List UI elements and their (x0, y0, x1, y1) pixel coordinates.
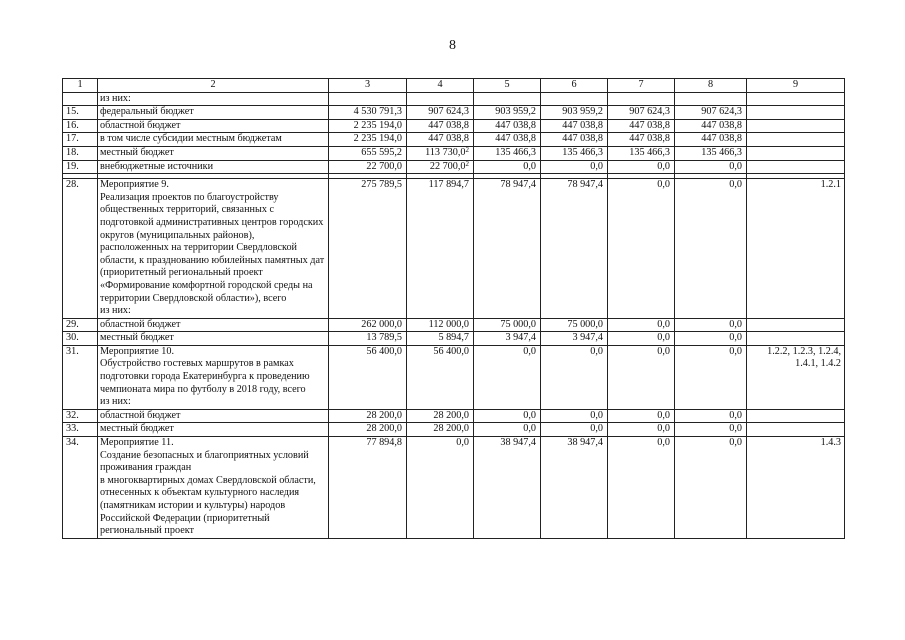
value-cell (474, 133, 541, 147)
value-cell-text: 0,0 (590, 345, 603, 357)
row-number-text: 17. (66, 133, 79, 145)
row-name (98, 106, 329, 120)
row-number-text: 33. (66, 423, 79, 435)
value-cell-text: 28 200,0 (366, 423, 402, 435)
value-cell (407, 179, 474, 319)
table-row (63, 332, 845, 346)
header-cell: 8 (675, 79, 747, 93)
row-number (63, 133, 98, 147)
value-cell-text: 135 466,3 (629, 146, 670, 158)
value-cell-text: 28 200,0 (433, 423, 469, 435)
row-number (63, 106, 98, 120)
target-indicator-cell (747, 119, 845, 133)
value-cell-text: 75 000,0 (567, 318, 603, 330)
value-cell (675, 146, 747, 160)
row-number-text: 30. (66, 332, 79, 344)
row-number (63, 92, 98, 106)
value-cell-text: 28 200,0 (366, 409, 402, 421)
row-number-text: 29. (66, 318, 79, 330)
value-cell (474, 437, 541, 539)
value-cell-text: 0,0 (657, 437, 670, 449)
value-cell (407, 119, 474, 133)
value-cell (608, 119, 675, 133)
value-cell (407, 332, 474, 346)
value-cell-text: 0,0 (729, 423, 742, 435)
header-cell: 6 (541, 79, 608, 93)
value-cell (675, 106, 747, 120)
value-cell (675, 332, 747, 346)
value-cell-text: 907 624,3 (701, 106, 742, 118)
value-cell-text: 0,0 (590, 423, 603, 435)
value-cell (407, 318, 474, 332)
value-cell-text: 0,0 (657, 423, 670, 435)
header-row (63, 79, 845, 93)
row-name-text: областной бюджет (100, 318, 181, 330)
value-cell-text: 0,0 (729, 409, 742, 421)
row-number-text: 28. (66, 179, 79, 191)
value-cell (329, 345, 407, 409)
value-cell-text: 275 789,5 (361, 179, 402, 191)
value-cell-text: 447 038,8 (428, 119, 469, 131)
row-number-text: 31. (66, 345, 79, 357)
value-cell-text: 0,0 (657, 179, 670, 191)
value-cell (675, 318, 747, 332)
value-cell (608, 160, 675, 174)
value-cell-text: 447 038,8 (629, 119, 670, 131)
value-cell (474, 160, 541, 174)
page-number: 8 (449, 38, 456, 53)
value-cell (329, 119, 407, 133)
row-name-text: местный бюджет (100, 423, 174, 435)
value-cell-text: 907 624,3 (428, 106, 469, 118)
value-cell-text: 2 235 194,0 (353, 119, 402, 131)
value-cell (675, 345, 747, 409)
row-name-text: из них: (100, 92, 131, 104)
value-cell-text: 38 947,4 (567, 437, 603, 449)
value-cell (675, 133, 747, 147)
value-cell (541, 332, 608, 346)
row-name (98, 437, 329, 539)
target-indicator-cell (747, 437, 845, 539)
header-cell: 3 (329, 79, 407, 93)
row-name-text: федеральный бюджет (100, 106, 194, 118)
value-cell-text: 0,0 (729, 160, 742, 172)
target-indicator-cell (747, 318, 845, 332)
value-cell-text: 0,0 (657, 409, 670, 421)
row-name (98, 146, 329, 160)
table-row (63, 179, 845, 319)
target-indicator-cell (747, 409, 845, 423)
value-cell (675, 119, 747, 133)
row-name (98, 92, 329, 106)
value-cell (608, 409, 675, 423)
value-cell-text: 907 624,3 (629, 106, 670, 118)
target-indicator-cell (747, 179, 845, 319)
target-indicator-cell (747, 160, 845, 174)
target-indicator-cell (747, 345, 845, 409)
row-name-text: в том числе субсидии местным бюджетам (100, 133, 282, 145)
value-cell (608, 179, 675, 319)
value-cell-text: 3 947,4 (505, 332, 536, 344)
target-indicator-cell (747, 106, 845, 120)
row-number-text: 34. (66, 437, 79, 449)
row-number (63, 332, 98, 346)
header-cell: 1 (63, 79, 98, 93)
row-number (63, 119, 98, 133)
header-cell: 2 (98, 79, 329, 93)
value-cell (474, 92, 541, 106)
row-name-text: местный бюджет (100, 146, 174, 158)
value-cell (474, 106, 541, 120)
target-indicator-cell-text: 1.2.1 (820, 179, 841, 191)
value-cell-text: 0,0 (657, 345, 670, 357)
value-cell (541, 119, 608, 133)
value-cell (474, 409, 541, 423)
row-name (98, 318, 329, 332)
row-name-text: внебюджетные источники (100, 160, 214, 172)
value-cell-text: 56 400,0 (433, 345, 469, 357)
value-cell (541, 133, 608, 147)
value-cell-text: 262 000,0 (361, 318, 402, 330)
row-name (98, 179, 329, 319)
value-cell-text: 5 894,7 (438, 332, 469, 344)
value-cell (407, 345, 474, 409)
value-cell (474, 423, 541, 437)
row-name-text: местный бюджет (100, 332, 174, 344)
value-cell-text: 903 959,2 (495, 106, 536, 118)
value-cell-text: 135 466,3 (562, 146, 603, 158)
value-cell-text: 22 700,0 (429, 160, 466, 172)
value-cell (329, 318, 407, 332)
value-cell-text: 13 789,5 (366, 332, 402, 344)
target-indicator-cell-text: 1.2.2, 1.2.3, 1.2.4, 1.4.1, 1.4.2 (767, 345, 841, 370)
value-cell-text: 2 235 194,0 (353, 133, 402, 145)
value-cell (474, 332, 541, 346)
value-cell-text: 447 038,8 (701, 119, 742, 131)
value-cell (541, 106, 608, 120)
value-cell (474, 345, 541, 409)
value-cell-text: 78 947,4 (500, 179, 536, 191)
table-row (63, 437, 845, 539)
table-row (63, 106, 845, 120)
value-cell-text: 38 947,4 (500, 437, 536, 449)
table-row (63, 409, 845, 423)
value-cell (329, 106, 407, 120)
value-cell (474, 119, 541, 133)
row-number-text: 15. (66, 106, 79, 118)
value-cell (608, 92, 675, 106)
value-cell (329, 146, 407, 160)
value-cell-text: 447 038,8 (495, 133, 536, 145)
row-name (98, 409, 329, 423)
row-name (98, 160, 329, 174)
header-cell: 9 (747, 79, 845, 93)
header-cell: 7 (608, 79, 675, 93)
value-cell-text: 0,0 (729, 345, 742, 357)
value-cell-text: 112 000,0 (428, 318, 469, 330)
value-cell (474, 146, 541, 160)
row-name-text: Мероприятие 11. Создание безопасных и благоприятных условий проживания граждан в многоквартирных домах Свердловской области, отнесенных к объектам культурного наследия (памятникам истории и культуры) народов Российской Федерации (приоритетный региональный проект (100, 437, 316, 537)
value-cell (541, 160, 608, 174)
value-cell-text: 0,0 (456, 437, 469, 449)
row-name (98, 119, 329, 133)
row-name-text: Мероприятие 9. Реализация проектов по благоустройству общественных территорий, связанных с подготовкой административных центров городских округов (муниципальных районов), расположенных на территории Свердловской области, к празднованию юбилейных памятных дат (приоритетный региональный проект «Формирование комфортной городской среды на территории Свердловской области»), всего из них: (100, 179, 325, 317)
value-cell-text: 0,0 (729, 179, 742, 191)
target-indicator-cell (747, 92, 845, 106)
table-row (63, 345, 845, 409)
row-name (98, 345, 329, 409)
value-cell (407, 146, 474, 160)
row-number (63, 345, 98, 409)
value-cell (541, 437, 608, 539)
row-number (63, 179, 98, 319)
value-cell (675, 409, 747, 423)
value-cell (541, 92, 608, 106)
table-row (63, 160, 845, 174)
row-number (63, 146, 98, 160)
value-cell-text: 75 000,0 (500, 318, 536, 330)
table-row (63, 92, 845, 106)
value-cell (675, 179, 747, 319)
value-cell (407, 133, 474, 147)
row-number-text: 32. (66, 409, 79, 421)
value-cell (541, 318, 608, 332)
value-cell (608, 106, 675, 120)
row-number (63, 423, 98, 437)
row-number (63, 160, 98, 174)
value-cell (541, 345, 608, 409)
value-cell-text: 77 894,8 (366, 437, 402, 449)
value-cell-text: 447 038,8 (701, 133, 742, 145)
value-cell (407, 92, 474, 106)
table-row (63, 318, 845, 332)
value-cell-text: 447 038,8 (629, 133, 670, 145)
value-cell (608, 318, 675, 332)
value-cell-text: 447 038,8 (428, 133, 469, 145)
value-cell (474, 318, 541, 332)
value-cell-text: 0,0 (590, 409, 603, 421)
table-row (63, 133, 845, 147)
table-row (63, 423, 845, 437)
value-cell (541, 146, 608, 160)
row-number-text: 18. (66, 146, 79, 158)
row-name (98, 423, 329, 437)
row-name-text: областной бюджет (100, 119, 181, 131)
row-name-text: областной бюджет (100, 409, 181, 421)
table-row (63, 119, 845, 133)
value-cell-text: 0,0 (523, 423, 536, 435)
budget-table (62, 78, 845, 539)
value-cell (329, 409, 407, 423)
row-name (98, 332, 329, 346)
row-number (63, 437, 98, 539)
value-cell-text: 135 466,3 (701, 146, 742, 158)
value-cell (608, 332, 675, 346)
value-cell-text: 0,0 (657, 332, 670, 344)
value-cell-text: 56 400,0 (366, 345, 402, 357)
value-cell (329, 423, 407, 437)
value-cell-text: 135 466,3 (495, 146, 536, 158)
table-row (63, 146, 845, 160)
value-cell (675, 437, 747, 539)
value-cell-text: 0,0 (657, 160, 670, 172)
value-cell (329, 160, 407, 174)
value-cell-text: 22 700,0 (366, 160, 402, 172)
value-cell-text: 0,0 (523, 160, 536, 172)
value-cell (675, 160, 747, 174)
value-cell (474, 179, 541, 319)
value-cell-text: 78 947,4 (567, 179, 603, 191)
value-cell (407, 160, 474, 174)
value-cell (329, 179, 407, 319)
value-cell (541, 179, 608, 319)
value-cell-text: 3 947,4 (572, 332, 603, 344)
target-indicator-cell (747, 146, 845, 160)
value-cell (329, 332, 407, 346)
value-cell (329, 92, 407, 106)
value-cell-text: 447 038,8 (562, 133, 603, 145)
row-name (98, 133, 329, 147)
value-cell-text: 447 038,8 (562, 119, 603, 131)
target-indicator-cell (747, 423, 845, 437)
value-cell (329, 133, 407, 147)
value-cell (407, 437, 474, 539)
value-cell-text: 0,0 (657, 318, 670, 330)
value-cell (541, 409, 608, 423)
value-cell-text: 0,0 (590, 160, 603, 172)
target-indicator-cell (747, 133, 845, 147)
value-cell-text: 655 595,2 (361, 146, 402, 158)
value-cell (608, 146, 675, 160)
value-cell-text: 0,0 (729, 318, 742, 330)
value-cell (407, 409, 474, 423)
value-cell (675, 92, 747, 106)
row-number-text: 19. (66, 160, 79, 172)
header-cell: 4 (407, 79, 474, 93)
header-cell: 5 (474, 79, 541, 93)
value-cell (541, 423, 608, 437)
value-cell-text: 0,0 (523, 409, 536, 421)
value-cell (407, 106, 474, 120)
value-cell (675, 423, 747, 437)
footnote-mark: 2 (465, 160, 469, 168)
value-cell (608, 345, 675, 409)
row-number (63, 409, 98, 423)
target-indicator-cell (747, 332, 845, 346)
row-name-text: Мероприятие 10. Обустройство гостевых маршрутов в рамках подготовки города Екатеринбурга к проведению чемпионата мира по футболу в 2018 году, всего из них: (100, 345, 310, 408)
value-cell-text: 113 730,0 (425, 146, 466, 158)
value-cell (329, 437, 407, 539)
value-cell-text: 447 038,8 (495, 119, 536, 131)
value-cell (407, 423, 474, 437)
row-number-text: 16. (66, 119, 79, 131)
value-cell (608, 133, 675, 147)
value-cell (608, 423, 675, 437)
value-cell-text: 28 200,0 (433, 409, 469, 421)
value-cell-text: 117 894,7 (428, 179, 469, 191)
row-number (63, 318, 98, 332)
value-cell-text: 0,0 (729, 437, 742, 449)
target-indicator-cell-text: 1.4.3 (820, 437, 841, 449)
value-cell-text: 0,0 (729, 332, 742, 344)
value-cell (608, 437, 675, 539)
value-cell-text: 903 959,2 (562, 106, 603, 118)
footnote-mark: 2 (465, 146, 469, 154)
value-cell-text: 4 530 791,3 (353, 106, 402, 118)
value-cell-text: 0,0 (523, 345, 536, 357)
